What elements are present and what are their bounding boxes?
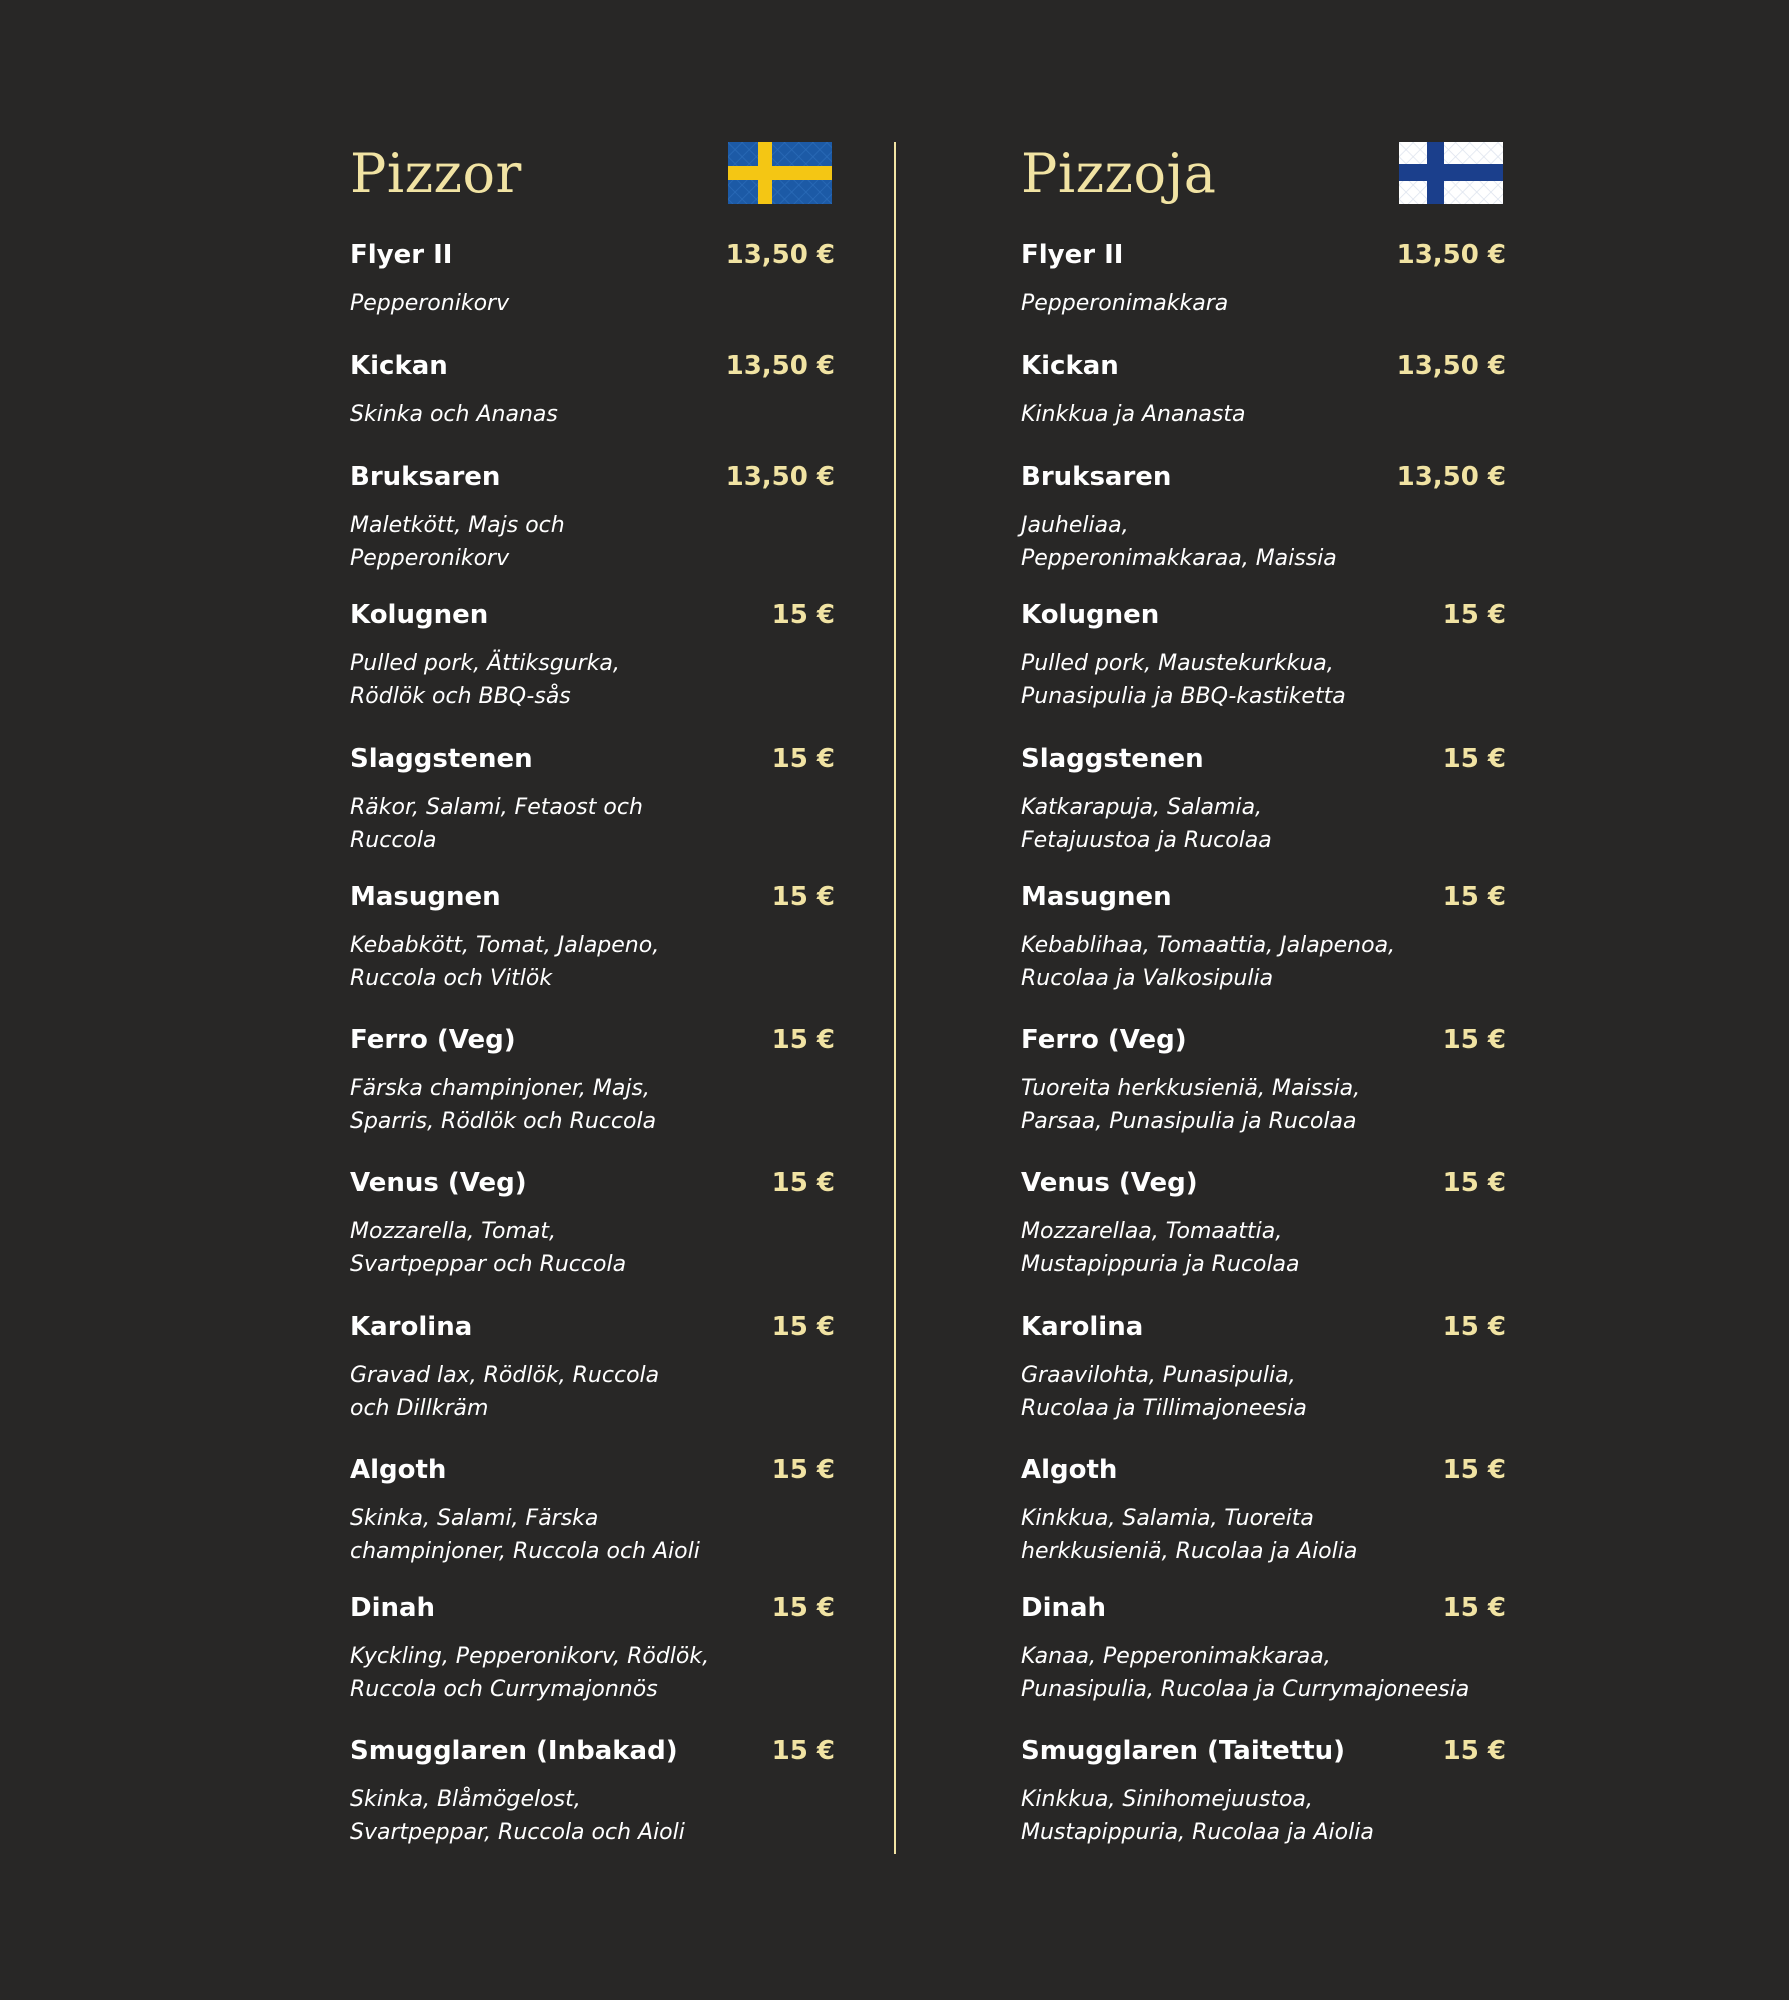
menu-item-name: Dinah [1021, 1593, 1107, 1623]
menu-item-header [350, 1455, 835, 1491]
menu-item-header [350, 744, 835, 780]
menu-item-header [1021, 882, 1506, 918]
menu-item [350, 1736, 835, 1849]
menu-item [1021, 462, 1506, 575]
menu-item-name: Kolugnen [350, 600, 489, 630]
menu-item-description: Kebabkött, Tomat, Jalapeno, Ruccola och Vitlök [350, 933, 660, 991]
menu-item [1021, 600, 1506, 713]
menu-item-name: Kickan [350, 351, 448, 381]
menu-item-price: 15 € [1442, 1168, 1506, 1198]
menu-item-price: 15 € [1442, 1312, 1506, 1342]
menu-item-price: 13,50 € [1396, 351, 1506, 381]
menu-item [350, 744, 835, 857]
menu-item-header [350, 351, 835, 387]
menu-item-description: Kinkkua, Sinihomejuustoa, Mustapippuria, Rucolaa ja Aiolia [1021, 1787, 1374, 1845]
menu-item-description: Skinka och Ananas [350, 402, 558, 427]
menu-item-description: Kinkkua ja Ananasta [1021, 402, 1246, 427]
menu-item-name: Smugglaren (Taitettu) [1021, 1736, 1346, 1766]
menu-item [350, 1025, 835, 1138]
menu-item [1021, 240, 1506, 320]
menu-item-price: 13,50 € [725, 240, 835, 270]
menu-item [1021, 1312, 1506, 1425]
menu-item-name: Dinah [350, 1593, 436, 1623]
menu-item-description: Skinka, Salami, Färska champinjoner, Ruccola och Aioli [350, 1506, 700, 1564]
menu-item-price: 13,50 € [1396, 462, 1506, 492]
menu-item-price: 15 € [1442, 882, 1506, 912]
finnish-menu-title: Pizzoja [1021, 142, 1217, 205]
menu-item-header [350, 1025, 835, 1061]
menu-item-header [1021, 351, 1506, 387]
menu-item [1021, 351, 1506, 431]
menu-item-description: Mozzarellaa, Tomaattia, Mustapippuria ja Rucolaa [1021, 1219, 1300, 1277]
menu-item-description: Pulled pork, Maustekurkkua, Punasipulia ja BBQ-kastiketta [1021, 651, 1346, 709]
menu-item-price: 15 € [771, 882, 835, 912]
menu-item-header [1021, 1736, 1506, 1772]
menu-item-header [350, 1168, 835, 1204]
menu-item [350, 600, 835, 713]
menu-item-description: Pulled pork, Ättiksgurka, Rödlök och BBQ-sås [350, 651, 620, 709]
menu-item-price: 13,50 € [725, 462, 835, 492]
menu-item-description: Kebablihaa, Tomaattia, Jalapenoa, Rucolaa ja Valkosipulia [1021, 933, 1396, 991]
menu-item-description: Graavilohta, Punasipulia, Rucolaa ja Tillimajoneesia [1021, 1363, 1307, 1421]
menu-item-price: 15 € [1442, 600, 1506, 630]
menu-item-description: Gravad lax, Rödlök, Ruccola och Dillkräm [350, 1363, 660, 1421]
menu-item-name: Algoth [1021, 1455, 1118, 1485]
menu-item-name: Algoth [350, 1455, 447, 1485]
menu-item-name: Karolina [350, 1312, 473, 1342]
menu-item-price: 13,50 € [1396, 240, 1506, 270]
menu-item-description: Kanaa, Pepperonimakkaraa, Punasipulia, Rucolaa ja Currymajoneesia [1021, 1644, 1470, 1702]
menu-item-header [1021, 1168, 1506, 1204]
menu-item [1021, 882, 1506, 995]
menu-item-price: 15 € [771, 600, 835, 630]
menu-item-name: Slaggstenen [350, 744, 533, 774]
menu-item-header [350, 240, 835, 276]
menu-item-header [350, 600, 835, 636]
menu-item-header [350, 1593, 835, 1629]
menu-item-name: Kickan [1021, 351, 1119, 381]
menu-item-description: Kyckling, Pepperonikorv, Rödlök, Ruccola och Currymajonnös [350, 1644, 710, 1702]
menu-item-description: Räkor, Salami, Fetaost och Ruccola [350, 795, 643, 853]
swedish-menu-column [350, 130, 835, 1845]
menu-item-price: 15 € [1442, 1025, 1506, 1055]
menu-item-header [350, 1312, 835, 1348]
menu-item-price: 15 € [771, 1168, 835, 1198]
menu-item-header [1021, 1455, 1506, 1491]
finnish-menu-header [1021, 130, 1506, 240]
menu-item [350, 1168, 835, 1281]
column-divider [894, 142, 896, 1854]
menu-item-name: Venus (Veg) [1021, 1168, 1198, 1198]
menu-item-description: Maletkött, Majs och Pepperonikorv [350, 513, 565, 571]
menu-item-name: Masugnen [350, 882, 501, 912]
menu-item [1021, 1736, 1506, 1849]
menu-item-name: Flyer II [350, 240, 453, 270]
menu-item-description: Pepperonikorv [350, 291, 510, 316]
finnish-menu-column [1021, 130, 1506, 1845]
menu-item-name: Flyer II [1021, 240, 1124, 270]
menu-item [350, 240, 835, 320]
menu-item-price: 15 € [771, 1312, 835, 1342]
menu-item-description: Skinka, Blåmögelost, Svartpeppar, Ruccola och Aioli [350, 1787, 685, 1845]
finland-flag-icon [1399, 142, 1503, 204]
swedish-menu-header [350, 130, 835, 240]
menu-item-price: 15 € [1442, 1455, 1506, 1485]
menu-item-price: 15 € [771, 1025, 835, 1055]
menu-item [1021, 1593, 1506, 1706]
menu-item [350, 351, 835, 431]
menu-item-name: Slaggstenen [1021, 744, 1204, 774]
menu-item-name: Bruksaren [350, 462, 501, 492]
menu-item-header [1021, 744, 1506, 780]
menu-item [1021, 744, 1506, 857]
swedish-menu-title: Pizzor [350, 142, 522, 205]
menu-item [350, 1593, 835, 1706]
menu-item-description: Jauheliaa, Pepperonimakkaraa, Maissia [1021, 513, 1337, 571]
menu-item-price: 15 € [771, 744, 835, 774]
menu-item-header [1021, 462, 1506, 498]
menu-item-price: 15 € [1442, 1736, 1506, 1766]
menu-item-name: Smugglaren (Inbakad) [350, 1736, 678, 1766]
menu-item [1021, 1168, 1506, 1281]
menu-item [1021, 1025, 1506, 1138]
menu-item-price: 15 € [771, 1593, 835, 1623]
menu-item-name: Ferro (Veg) [350, 1025, 516, 1055]
menu-item [350, 882, 835, 995]
menu-item [350, 462, 835, 575]
menu-item-price: 15 € [771, 1736, 835, 1766]
menu-item-name: Karolina [1021, 1312, 1144, 1342]
menu-item-header [350, 882, 835, 918]
menu-item-header [350, 1736, 835, 1772]
menu-item-header [1021, 1025, 1506, 1061]
menu-item-name: Ferro (Veg) [1021, 1025, 1187, 1055]
menu-item-header [1021, 1593, 1506, 1629]
menu-item-price: 15 € [1442, 744, 1506, 774]
menu-item-description: Kinkkua, Salamia, Tuoreita herkkusieniä, Rucolaa ja Aiolia [1021, 1506, 1358, 1564]
menu-item-name: Venus (Veg) [350, 1168, 527, 1198]
menu-item-price: 15 € [1442, 1593, 1506, 1623]
menu-item-header [1021, 600, 1506, 636]
menu-item-header [350, 462, 835, 498]
menu-item [350, 1312, 835, 1425]
menu-item-header [1021, 1312, 1506, 1348]
menu-item-price: 15 € [771, 1455, 835, 1485]
menu-item-name: Masugnen [1021, 882, 1172, 912]
menu-item-description: Tuoreita herkkusieniä, Maissia, Parsaa, Punasipulia ja Rucolaa [1021, 1076, 1361, 1134]
menu-item-price: 13,50 € [725, 351, 835, 381]
menu-item [350, 1455, 835, 1568]
menu-item [1021, 1455, 1506, 1568]
menu-item-description: Färska champinjoner, Majs, Sparris, Rödlök och Ruccola [350, 1076, 657, 1134]
menu-item-name: Kolugnen [1021, 600, 1160, 630]
menu-item-description: Pepperonimakkara [1021, 291, 1229, 316]
sweden-flag-icon [728, 142, 832, 204]
menu-item-name: Bruksaren [1021, 462, 1172, 492]
menu-item-description: Mozzarella, Tomat, Svartpeppar och Ruccola [350, 1219, 627, 1277]
menu-item-header [1021, 240, 1506, 276]
menu-item-description: Katkarapuja, Salamia, Fetajuustoa ja Rucolaa [1021, 795, 1272, 853]
